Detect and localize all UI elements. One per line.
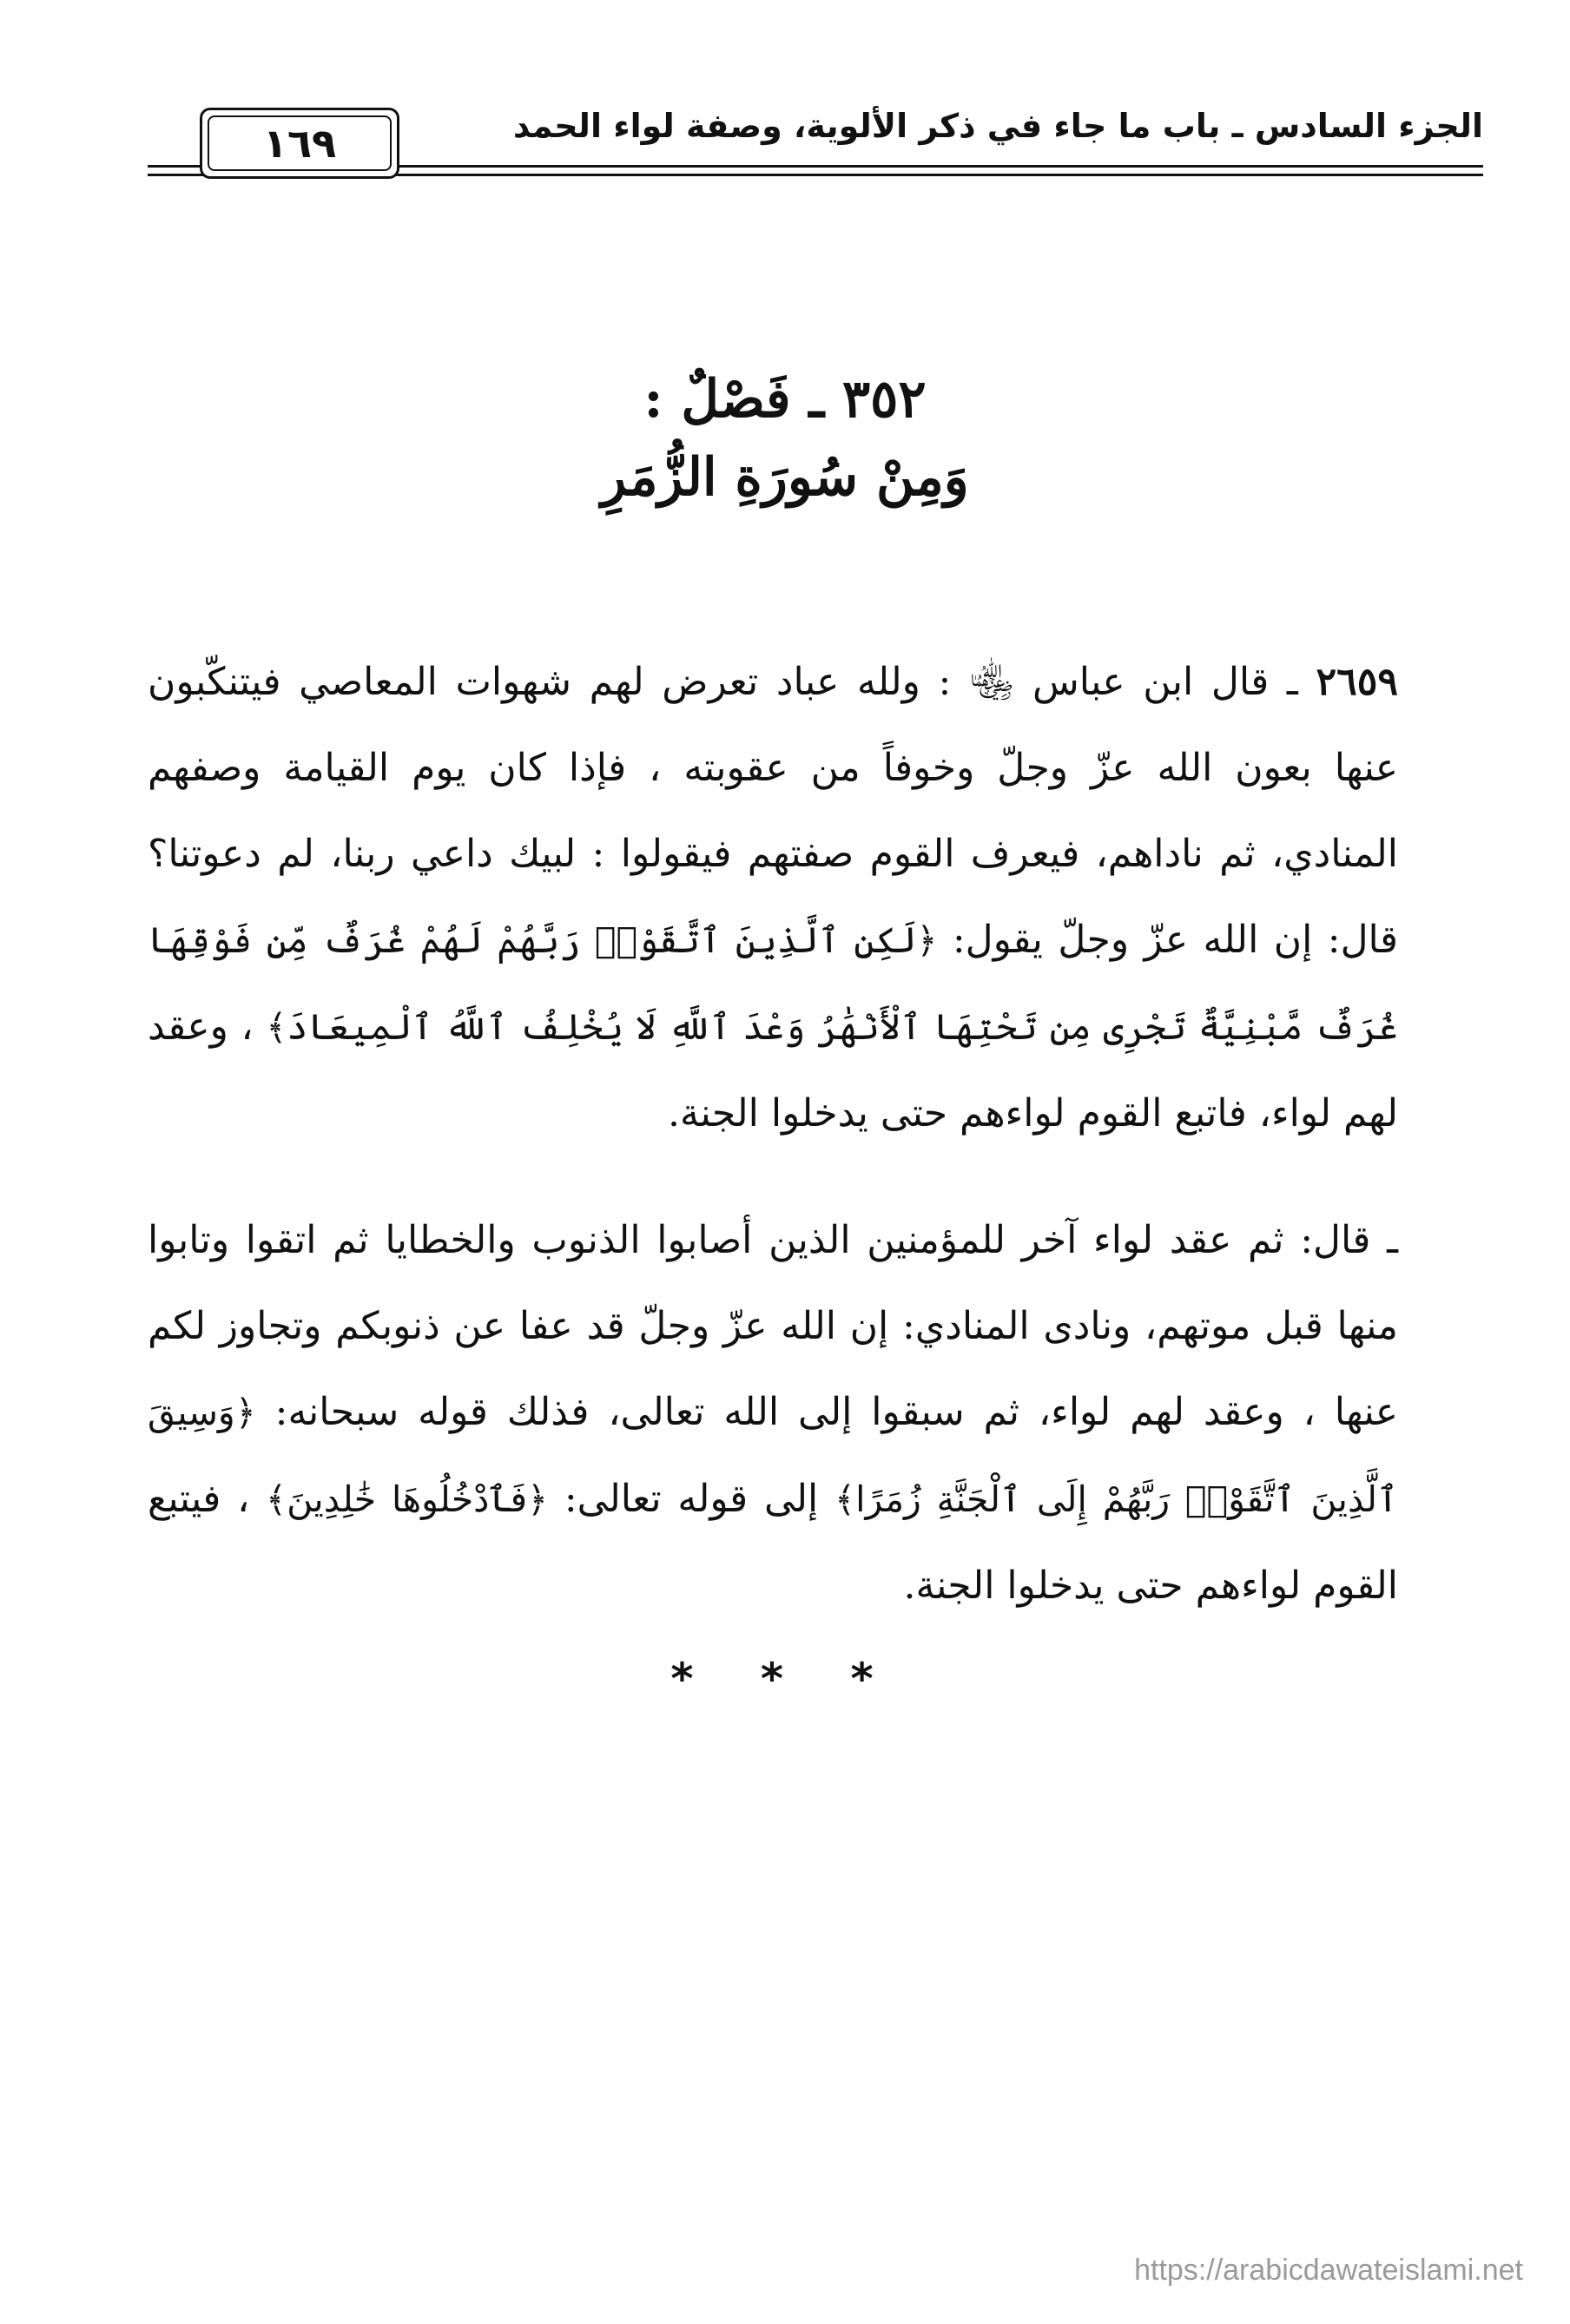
page-header xyxy=(148,97,1483,193)
running-head: الجزء السادس ـ باب ما جاء في ذكر الألوية، وصفة لواء الحمد xyxy=(512,107,1483,145)
paragraph-continuation xyxy=(148,1197,1398,1629)
paragraph-text: ، فيتبع القوم لواءهم حتى يدخلوا الجنة. xyxy=(148,1477,1398,1608)
hadith-number: ٢٦٥٩ xyxy=(1316,660,1398,704)
paragraph-text: إلى قوله تعالى: xyxy=(548,1477,835,1521)
paragraph-text: ، وعقد لهم لواء، فاتبع القوم لواءهم حتى يدخلوا الجنة. xyxy=(148,1004,1398,1136)
paragraph-text: ـ قال: ثم عقد لواء آخر للمؤمنين الذين أصابوا الذنوب والخطايا ثم اتقوا وتابوا منها قبل موتهم، ونادى المنادي: إن الله عزّ وجلّ قد عفا عن ذنوبكم وتجاوز لكم عنها ، وعقد لهم لواء، ثم سبقوا إلى الله تعالى، فذلك قوله سبحانه: xyxy=(148,1218,1398,1434)
paragraph-text: ـ قال ابن عباس ﵄ : ولله عباد تعرض لهم شهوات المعاصي فيتنكّبون عنها بعون الله عزّ وجلّ وخوفاً من عقوبته ، فإذا كان يوم القيامة وصفهم المنادي، ثم ناداهم، فيعرف القوم صفتهم فيقولوا : لبيك داعي ربنا، لم دعوتنا؟ قال: إن الله عزّ وجلّ يقول: xyxy=(148,660,1398,962)
quran-quote: ﴿لَكِنِ ٱلَّذِينَ ٱتَّقَوْا۟ رَبَّهُمْ لَهُمْ غُرَفٌ مِّن فَوْقِهَا غُرَفٌ مَّبْنِيَّةٌ تَجْرِى مِن تَحْتِهَا ٱلْأَنْهَٰرُ وَعْدَ ٱللَّهِ لَا يُخْلِفُ ٱللَّهُ ٱلْمِيعَادَ﴾ xyxy=(148,919,1398,1048)
quran-quote: ﴿وَسِيقَ ٱلَّذِينَ ٱتَّقَوْا۟ رَبَّهُمْ إِلَى ٱلْجَنَّةِ زُمَرًا﴾ xyxy=(148,1392,1398,1520)
section-end-ornament: * * * xyxy=(670,1654,900,1704)
section-heading xyxy=(0,360,1570,517)
paragraph-2659 xyxy=(148,639,1398,1156)
watermark: https://arabicdawateislami.net xyxy=(1134,2254,1523,2287)
quran-quote: ﴿فَٱدْخُلُوهَا خَٰلِدِينَ﴾ xyxy=(266,1478,549,1520)
section-heading-number: ٣٥٢ ـ فَصْلٌ : xyxy=(643,369,927,431)
page-number: ١٦٩ xyxy=(262,120,337,167)
page-number-frame xyxy=(200,108,399,179)
section-heading-surah: وَمِنْ سُورَةِ الزُّمَرِ xyxy=(601,447,969,509)
